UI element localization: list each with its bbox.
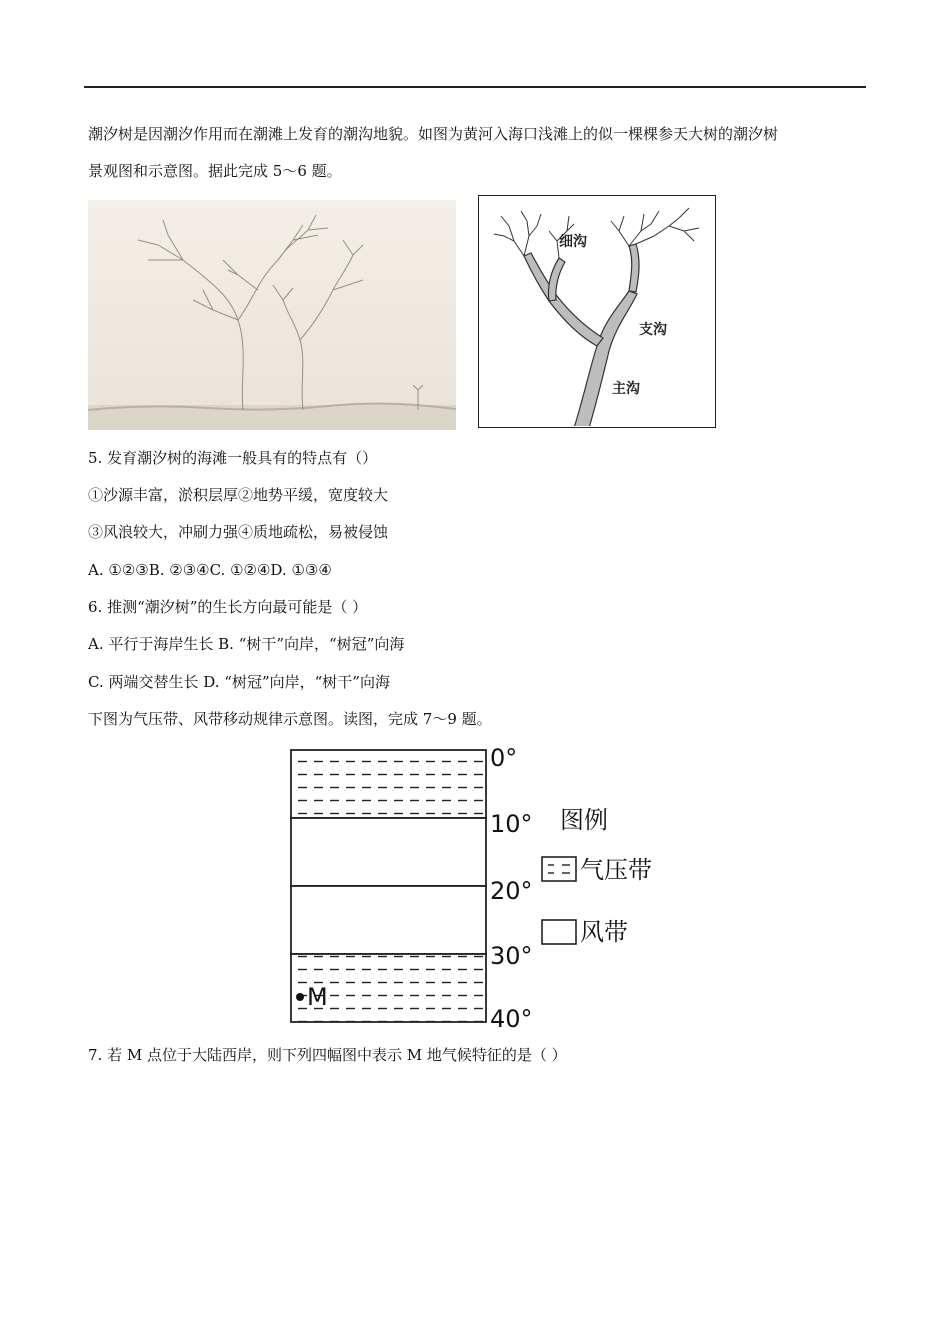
legend-wind-swatch — [542, 920, 576, 944]
legend-pressure-swatch — [542, 857, 576, 881]
tidal-tree-photo — [88, 200, 456, 430]
point-m-marker — [296, 993, 304, 1001]
intro-line-1: 潮汐树是因潮汐作用而在潮滩上发育的潮沟地貌。如图为黄河入海口浅滩上的似一棵棵参天大树的潮汐树 — [88, 125, 779, 143]
lat-label-40: 40° — [490, 1005, 533, 1032]
q5-stem: 5. 发育潮汐树的海滩一般具有的特点有（） — [88, 449, 378, 467]
q5-options-line-1: ①沙源丰富，淤积层厚②地势平缓，宽度较大 — [88, 486, 389, 504]
label-main-channel: 主沟 — [612, 381, 640, 397]
lat-label-0: 0° — [490, 744, 518, 772]
legend-pressure-label: 气压带 — [580, 856, 652, 884]
q5-choices: A. ①②③B. ②③④C. ①②④D. ①③④ — [88, 561, 332, 579]
lat-label-20: 20° — [490, 877, 533, 905]
pressure-belt-0-10 — [291, 750, 486, 818]
label-fine-channel: 细沟 — [559, 234, 587, 250]
intro-2: 下图为气压带、风带移动规律示意图。读图，完成 7～9 题。 — [88, 710, 492, 728]
lat-label-10: 10° — [490, 810, 533, 838]
wind-belt-10-20 — [291, 818, 486, 886]
header-rule — [84, 86, 866, 88]
lat-label-30: 30° — [490, 942, 533, 970]
q6-choices-line-2: C. 两端交替生长 D. “树冠”向岸，“树干”向海 — [88, 673, 390, 691]
point-m-label: M — [307, 983, 328, 1011]
legend-wind-label: 风带 — [580, 918, 628, 946]
label-branch-channel: 支沟 — [639, 322, 667, 338]
legend-title: 图例 — [560, 806, 608, 834]
q7-stem: 7. 若 M 点位于大陆西岸，则下列四幅图中表示 M 地气候特征的是（ ） — [88, 1046, 567, 1064]
tidal-tree-schematic — [478, 195, 716, 428]
intro-line-2: 景观图和示意图。据此完成 5～6 题。 — [88, 162, 342, 180]
q5-options-line-2: ③风浪较大，冲刷力强④质地疏松，易被侵蚀 — [88, 523, 389, 541]
q6-choices-line-1: A. 平行于海岸生长 B. “树干”向岸，“树冠”向海 — [88, 635, 405, 653]
pressure-wind-belt-diagram — [280, 742, 680, 1032]
q6-stem: 6. 推测“潮汐树”的生长方向最可能是（ ） — [88, 598, 368, 616]
wind-belt-20-30 — [291, 886, 486, 954]
